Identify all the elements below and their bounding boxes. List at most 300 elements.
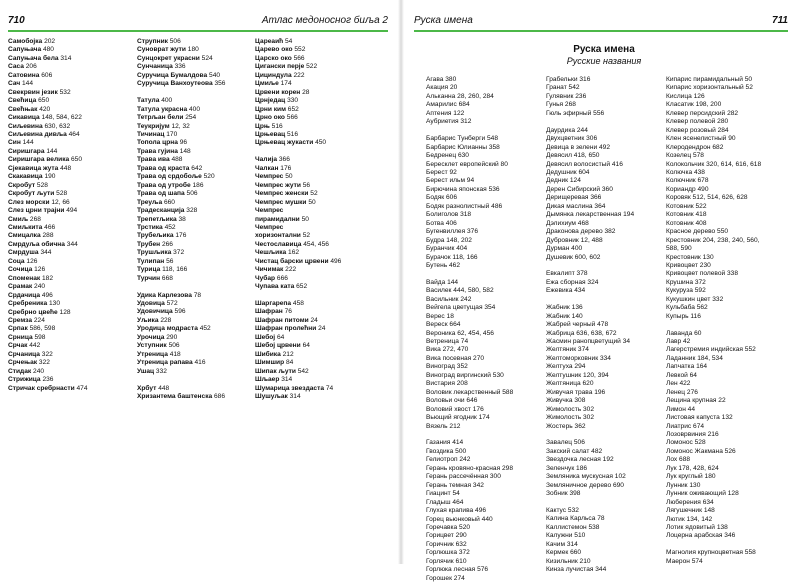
index-entry: Утреница 418 bbox=[137, 350, 181, 358]
index-entry: Смрдуша 344 bbox=[8, 249, 52, 257]
index-entry: Горичник 632 bbox=[426, 540, 467, 548]
index-entry: Лимон 44 bbox=[666, 405, 696, 413]
index-entry: Теукријум 12, 32 bbox=[137, 122, 190, 130]
index-entry: Живучая трава 196 bbox=[546, 388, 606, 396]
index-entry: Српак 586, 598 bbox=[8, 325, 56, 333]
index-entry: Царево око 552 bbox=[255, 46, 306, 54]
index-entry: Свећњак 420 bbox=[8, 105, 51, 113]
index-entry: Гладыш 464 bbox=[426, 498, 464, 506]
index-entry: Хризантема баштенска 686 bbox=[137, 392, 226, 400]
index-entry: Трубељика 176 bbox=[137, 232, 187, 240]
index-entry: Земляничное дерево 690 bbox=[546, 481, 624, 489]
index-entry: Бурачок 118, 166 bbox=[426, 253, 478, 261]
index-entry: Вика посевная 270 bbox=[426, 354, 485, 362]
index-entry: Бирючина японская 536 bbox=[426, 185, 500, 193]
index-entry: Желтушник 120, 394 bbox=[546, 371, 609, 379]
index-entry: Евкалипт 378 bbox=[546, 270, 588, 278]
index-entry: Сребреника 130 bbox=[8, 300, 60, 308]
index-entry: Скробут љути 528 bbox=[8, 190, 68, 198]
index-entry: Жостерь 362 bbox=[546, 422, 586, 430]
index-entry: Сунчаница 336 bbox=[137, 63, 186, 71]
index-entry: Чемпрес мушки 50 bbox=[255, 198, 316, 206]
index-entry: Грабельки 316 bbox=[546, 76, 591, 83]
index-entry: Свекрвин језик 532 bbox=[8, 88, 71, 96]
section-title: Руска имена bbox=[573, 44, 635, 55]
index-entry: Гулявник 236 bbox=[546, 92, 587, 100]
index-entry: Виноград виргинский 530 bbox=[426, 371, 504, 379]
index-entry: Сунцокрет украсни 524 bbox=[137, 54, 213, 62]
index-entry: Шебој 64 bbox=[255, 333, 285, 341]
index-entry: Горлюка лесная 576 bbox=[426, 566, 489, 574]
index-entry: Самобојка 202 bbox=[8, 38, 56, 45]
index-entry: Листовая капуста 132 bbox=[666, 414, 733, 422]
index-entry: Трава гујина 148 bbox=[137, 147, 191, 155]
index-entry: Дикая маслина 364 bbox=[546, 202, 606, 210]
index-entry: Завалец 506 bbox=[546, 439, 585, 447]
index-entry: Скакавица 190 bbox=[8, 173, 56, 181]
index-entry: Акация 20 bbox=[426, 84, 458, 92]
index-entry: Сјекавица жута 448 bbox=[8, 164, 72, 172]
index-entry: Суручица Бумалдова 540 bbox=[137, 71, 221, 79]
index-entry: Клевер полевой 280 bbox=[666, 118, 729, 126]
index-entry: Кактус 532 bbox=[546, 507, 579, 515]
index-entry: Воловий хвост 176 bbox=[426, 405, 484, 413]
index-entry: Срдачица 496 bbox=[8, 291, 53, 299]
index-entry: Чубар 666 bbox=[255, 274, 288, 282]
index-entry: Смрдуља обична 344 bbox=[8, 240, 78, 248]
index-entry: Колючка 438 bbox=[666, 168, 705, 176]
entry-spacer bbox=[426, 431, 513, 439]
index-entry: Уродица модраста 452 bbox=[137, 325, 211, 333]
index-entry: Желтоморковник 334 bbox=[546, 354, 611, 362]
index-entry: Смицалка 288 bbox=[8, 232, 54, 240]
index-entry: Драконова дерево 382 bbox=[546, 228, 616, 236]
index-entry: Цициндула 222 bbox=[255, 71, 305, 79]
index-entry: Црвени корен 28 bbox=[255, 88, 310, 96]
index-entry: Тетрљан бели 254 bbox=[137, 114, 197, 122]
entry-spacer bbox=[426, 270, 513, 278]
index-entry: Лютик 134, 142 bbox=[666, 515, 713, 523]
index-entry: Смиљкита 466 bbox=[8, 223, 56, 231]
index-entry: Коровяк 512, 514, 626, 628 bbox=[666, 194, 748, 202]
index-entry: Даурдика 244 bbox=[546, 126, 588, 134]
index-entry: Бутень 462 bbox=[426, 261, 461, 269]
index-entry: Вереск 664 bbox=[426, 321, 461, 329]
index-entry: Герань кровяно-красная 298 bbox=[426, 464, 513, 472]
index-entry: Аубриетия 312 bbox=[426, 118, 472, 126]
index-entry: Црнједац 330 bbox=[255, 97, 299, 105]
index-entry: Жабрица 636, 638, 672 bbox=[546, 329, 617, 337]
index-entry: Вьющий ягодник 174 bbox=[426, 414, 490, 422]
index-entry: Герань темная 342 bbox=[426, 481, 484, 489]
index-entry: Лук 178, 428, 624 bbox=[666, 464, 719, 472]
entry-spacer bbox=[546, 296, 634, 304]
index-entry: Горлячик 610 bbox=[426, 557, 467, 565]
index-entry: Шибика 212 bbox=[255, 350, 294, 358]
index-entry: Слез морски 12, 66 bbox=[8, 198, 70, 206]
index-entry: Закский салат 482 bbox=[546, 447, 603, 455]
index-entry: Зобник 398 bbox=[546, 490, 581, 498]
index-entry: Виноград 352 bbox=[426, 363, 468, 371]
index-entry: Кермек 660 bbox=[546, 549, 582, 557]
index-entry: пирамидални 50 bbox=[255, 215, 309, 223]
index-entry: Жабник 140 bbox=[546, 312, 583, 320]
index-entry: Удовичица 596 bbox=[137, 308, 186, 316]
index-entry: Сочица 126 bbox=[8, 266, 46, 274]
left-page bbox=[0, 0, 398, 564]
index-entry: Лавр 42 bbox=[666, 338, 691, 346]
index-entry: Лох 688 bbox=[666, 456, 691, 464]
index-entry: Васильник 242 bbox=[426, 295, 472, 303]
index-entry: Вайда 144 bbox=[426, 278, 459, 286]
index-entry: Жимолость 302 bbox=[546, 414, 595, 422]
index-entry: Амарилис 684 bbox=[426, 101, 470, 109]
index-entry: Ботва 406 bbox=[426, 219, 457, 227]
index-entry: Лягушечник 148 bbox=[666, 507, 715, 515]
index-entry: Срчак 442 bbox=[8, 342, 41, 350]
index-entry: Кинза лучистая 344 bbox=[546, 566, 607, 574]
index-entry: Ежа сборная 324 bbox=[546, 278, 599, 286]
index-entry: Цигански перје 522 bbox=[255, 63, 318, 71]
index-entry: Каллистемон 538 bbox=[546, 523, 600, 531]
index-entry: Црно око 566 bbox=[255, 114, 298, 122]
page-number: 710 bbox=[8, 15, 25, 26]
index-entry: Альканна 28, 260, 284 bbox=[426, 92, 494, 100]
index-entry: Колючник 678 bbox=[666, 177, 709, 185]
index-entry: Дэлихиум 468 bbox=[546, 219, 589, 227]
index-entry: Сиљевина дивља 464 bbox=[8, 130, 80, 138]
index-entry: Турчин 668 bbox=[137, 274, 173, 282]
index-entry: Удовица 572 bbox=[137, 300, 178, 308]
index-entry: Лиатрис 674 bbox=[666, 422, 705, 430]
index-entry: Татула украсна 400 bbox=[137, 105, 201, 113]
index-entry: Црни ким 652 bbox=[255, 105, 299, 113]
index-entry: Трава од шапа 506 bbox=[137, 190, 198, 198]
index-entry: Шафран пролећни 24 bbox=[255, 325, 326, 333]
section-subtitle: Русские названия bbox=[566, 56, 642, 66]
index-entry: Шаргарепа 458 bbox=[255, 300, 304, 308]
index-entry: Урочица 290 bbox=[137, 333, 178, 341]
index-entry: Дерен Сибирский 360 bbox=[546, 185, 613, 193]
index-entry: Стрижица 236 bbox=[8, 376, 54, 384]
index-entry: Цмиље 174 bbox=[255, 80, 292, 88]
index-entry: Жасмин ранопцветущий 34 bbox=[546, 338, 631, 345]
section-heading bbox=[544, 44, 664, 66]
index-entry: Шумарица звездаста 74 bbox=[255, 384, 334, 392]
index-entry: Звездочка лесная 192 bbox=[546, 456, 614, 464]
index-entry: Цареаић 54 bbox=[255, 38, 293, 45]
index-entry: Црњ 516 bbox=[255, 122, 283, 130]
index-entry: Ежевика 434 bbox=[546, 287, 586, 295]
index-entry: 588, 590 bbox=[666, 245, 692, 253]
index-entry: Сиришгара 144 bbox=[8, 147, 58, 155]
entry-spacer bbox=[137, 283, 225, 291]
index-entry: Котовник 408 bbox=[666, 219, 707, 227]
index-entry: Вейгела цветущая 354 bbox=[426, 304, 496, 312]
index-entry: Гвоздика 500 bbox=[426, 447, 467, 455]
entry-spacer bbox=[137, 376, 225, 384]
index-entry: Котовник 418 bbox=[666, 211, 707, 219]
index-entry: Дымянка лекарственная 194 bbox=[546, 211, 635, 219]
index-entry: Магнолия крупноцветная 558 bbox=[666, 549, 756, 557]
index-entry: Кукушкин цвет 332 bbox=[666, 295, 724, 303]
index-entry: Треуља 660 bbox=[137, 198, 175, 206]
index-entry: Берест ильм 94 bbox=[426, 177, 475, 185]
entry-spacer bbox=[137, 89, 225, 97]
index-entry: Тополa црна 96 bbox=[137, 139, 188, 147]
index-entry: Дубровник 12, 488 bbox=[546, 236, 603, 244]
index-entry: Вязель 212 bbox=[426, 422, 461, 430]
index-entry: Горицвет 290 bbox=[426, 532, 467, 540]
index-entry: Трава од краста 642 bbox=[137, 164, 203, 172]
index-entry: Честославица 454, 456 bbox=[255, 240, 329, 248]
index-entry: Воловьи очи 646 bbox=[426, 397, 478, 405]
index-entry: Будра 148, 202 bbox=[426, 236, 472, 244]
index-entry: Бересклет европейский 80 bbox=[426, 160, 508, 168]
index-entry: Воловик лекарственный 588 bbox=[426, 388, 514, 396]
index-entry: Кривоцвет полевой 338 bbox=[666, 270, 739, 278]
right-page bbox=[404, 0, 800, 582]
index-entry: Качим 314 bbox=[546, 540, 578, 548]
entry-spacer bbox=[426, 127, 513, 135]
index-entry: Лук круглый 180 bbox=[666, 473, 716, 481]
page-number: 711 bbox=[772, 15, 788, 26]
index-entry: Сатовина 606 bbox=[8, 71, 53, 79]
index-entry: Кориандр 490 bbox=[666, 185, 709, 193]
index-entry: Колокольчик 320, 614, 616, 618 bbox=[666, 160, 762, 168]
index-entry: Агава 380 bbox=[426, 76, 457, 83]
index-entry: Крестовник 204, 238, 240, 560, bbox=[666, 236, 760, 244]
index-entry: Кислица 126 bbox=[666, 92, 705, 100]
index-entry: Барбарис Юлианны 358 bbox=[426, 143, 500, 151]
index-entry: Газания 414 bbox=[426, 439, 464, 447]
index-entry: Барбарис Тунберги 548 bbox=[426, 135, 498, 143]
index-entry: Дерищеревая 366 bbox=[546, 194, 602, 202]
entry-spacer bbox=[546, 431, 634, 439]
index-entry: Скробут 528 bbox=[8, 181, 48, 189]
index-entry: Лунник оживающий 128 bbox=[666, 490, 739, 498]
index-entry: Вика 272, 470 bbox=[426, 346, 469, 354]
index-entry: Двухцветник 306 bbox=[546, 135, 598, 143]
index-entry: Ладанник 184, 534 bbox=[666, 354, 723, 362]
index-entry: Лещина крупная 22 bbox=[666, 397, 726, 405]
index-entry: Девясил волосистый 416 bbox=[546, 160, 623, 168]
index-entry: Лоцерна арабская 346 bbox=[666, 532, 736, 540]
index-entry: Суручица Ванхоутеова 356 bbox=[137, 80, 226, 88]
index-entry: Горец вьюнковый 440 bbox=[426, 515, 493, 523]
index-entry: Ушац 332 bbox=[137, 367, 167, 375]
index-entry: Шафран питоми 24 bbox=[255, 316, 318, 324]
index-entry: Сапуњача 480 bbox=[8, 46, 54, 54]
index-entry: Козелец 578 bbox=[666, 152, 704, 160]
index-entry: Свећица 650 bbox=[8, 97, 50, 105]
index-entry: Гунья 268 bbox=[546, 101, 576, 109]
index-entry: Гюль эфирный 556 bbox=[546, 109, 605, 117]
index-entry: Суноврат жути 180 bbox=[137, 46, 199, 54]
index-column bbox=[426, 76, 513, 583]
index-entry: Герань рассечённая 300 bbox=[426, 473, 501, 481]
index-entry: Сиришгара велика 650 bbox=[8, 156, 83, 164]
index-entry: Сиљевина 630, 632 bbox=[8, 122, 71, 130]
index-entry: Стричак сребрнасти 474 bbox=[8, 384, 88, 392]
index-column bbox=[137, 38, 225, 401]
index-entry: Шипак љути 542 bbox=[255, 367, 309, 375]
index-entry: Кукуруза 592 bbox=[666, 287, 706, 295]
running-title: Атлас медоносног биља 2 bbox=[261, 15, 388, 26]
index-entry: Слез црни трајни 494 bbox=[8, 207, 78, 215]
index-entry: Сач 144 bbox=[8, 80, 34, 88]
index-entry: Шимшир 84 bbox=[255, 359, 294, 367]
index-entry: Шафран 76 bbox=[255, 308, 292, 316]
index-entry: Стидак 240 bbox=[8, 367, 45, 375]
index-entry: Гелиотроп 242 bbox=[426, 456, 471, 464]
entry-spacer bbox=[546, 118, 634, 126]
index-column bbox=[666, 76, 761, 566]
index-entry: Болиголов 318 bbox=[426, 211, 472, 219]
index-entry: Зеленчук 186 bbox=[546, 464, 588, 472]
index-entry: Клевер розовый 284 bbox=[666, 126, 729, 134]
index-entry: Бодяк разнолистный 486 bbox=[426, 202, 503, 210]
entry-spacer bbox=[255, 292, 341, 300]
index-entry: Уљика 228 bbox=[137, 316, 172, 324]
index-entry: Калужни 510 bbox=[546, 532, 586, 540]
index-entry: Лапчатка 164 bbox=[666, 363, 708, 371]
index-entry: Кипарис пирамидальный 50 bbox=[666, 76, 753, 83]
index-entry: Чемпрес bbox=[255, 207, 284, 215]
index-entry: Соца 126 bbox=[8, 257, 38, 265]
index-entry: Црњевац 516 bbox=[255, 130, 299, 138]
index-entry: Кизильник 210 bbox=[546, 557, 591, 565]
index-entry: Лаванда 60 bbox=[666, 329, 702, 337]
entry-spacer bbox=[546, 262, 634, 270]
index-entry: Срамак 240 bbox=[8, 283, 46, 291]
right-page-header bbox=[414, 12, 788, 32]
index-entry: Берест 92 bbox=[426, 168, 457, 176]
index-entry: Татула 400 bbox=[137, 97, 173, 105]
index-entry: Чистац барски црвени 496 bbox=[255, 257, 342, 265]
index-entry: Калина Карльса 78 bbox=[546, 515, 605, 523]
index-entry: Трушљика 372 bbox=[137, 249, 185, 257]
index-entry: Котовник 522 bbox=[666, 202, 707, 210]
index-entry: Чемпрес 50 bbox=[255, 173, 293, 181]
index-entry: Желтуха 294 bbox=[546, 363, 586, 371]
index-entry: Гиацинт 54 bbox=[426, 490, 460, 498]
index-entry: Лунник 130 bbox=[666, 481, 701, 489]
index-entry: Споменак 182 bbox=[8, 274, 54, 282]
index-entry: Кульбаба 562 bbox=[666, 304, 708, 312]
index-column bbox=[255, 38, 341, 401]
index-entry: Чичимак 222 bbox=[255, 266, 297, 274]
index-entry: Трепетљика 38 bbox=[137, 215, 186, 223]
index-entry: Лозоврвиния 216 bbox=[666, 431, 719, 439]
entry-spacer bbox=[546, 499, 634, 507]
index-entry: Земляника мускусная 102 bbox=[546, 473, 626, 481]
index-entry: Трстика 452 bbox=[137, 223, 176, 231]
index-entry: Бугенвиллея 376 bbox=[426, 228, 478, 236]
index-entry: Дедушник 604 bbox=[546, 168, 590, 176]
index-entry: Клеродендрон 682 bbox=[666, 143, 724, 151]
index-entry: Аптения 122 bbox=[426, 109, 465, 117]
index-entry: Красное дерево 550 bbox=[666, 228, 729, 236]
index-entry: Тичинац 170 bbox=[137, 130, 178, 138]
index-entry: Гранат 542 bbox=[546, 84, 580, 92]
index-entry: Сикавица 148, 584, 622 bbox=[8, 114, 82, 122]
index-entry: Сремза 224 bbox=[8, 316, 45, 324]
index-entry: Уступник 506 bbox=[137, 342, 180, 350]
index-entry: Буранчик 404 bbox=[426, 245, 468, 253]
index-entry: Ломонос 528 bbox=[666, 439, 706, 447]
index-entry: Дедник 124 bbox=[546, 177, 581, 185]
index-entry: хоризонтални 52 bbox=[255, 232, 311, 240]
index-entry: Верес 18 bbox=[426, 312, 454, 320]
index-entry: Чемпрес bbox=[255, 223, 284, 231]
index-entry: Шушуљак 314 bbox=[255, 393, 301, 400]
index-entry: Утреница рапава 416 bbox=[137, 359, 206, 367]
index-entry: Удика Карлезова 78 bbox=[137, 291, 202, 299]
index-entry: Вистария 208 bbox=[426, 380, 468, 388]
index-entry: Смиљ 268 bbox=[8, 215, 41, 223]
index-entry: Шљаер 314 bbox=[255, 376, 293, 384]
index-entry: Вероника 62, 454, 456 bbox=[426, 329, 494, 337]
index-entry: Чалкан 176 bbox=[255, 164, 292, 172]
index-entry: Црњевац жукасти 450 bbox=[255, 139, 327, 147]
index-entry: Горечавка 520 bbox=[426, 523, 471, 531]
index-entry: Класатик 198, 200 bbox=[666, 101, 722, 109]
index-entry: Саса 206 bbox=[8, 63, 37, 71]
index-entry: Лен 422 bbox=[666, 380, 691, 388]
index-entry: Турица 118, 166 bbox=[137, 266, 188, 274]
index-entry: Лагерстремия индийская 552 bbox=[666, 346, 756, 354]
index-entry: Крушина 372 bbox=[666, 278, 706, 286]
index-entry: Василек 444, 580, 582 bbox=[426, 287, 494, 295]
index-entry: Кипарис хоризонтальный 52 bbox=[666, 84, 753, 92]
index-entry: Чупава ката 652 bbox=[255, 283, 308, 291]
index-entry: Хрбут 448 bbox=[137, 384, 170, 392]
index-entry: Тулипан 56 bbox=[137, 257, 174, 265]
index-entry: Шебој црвени 64 bbox=[255, 342, 310, 350]
entry-spacer bbox=[666, 321, 761, 329]
index-entry: Срчењак 322 bbox=[8, 359, 50, 367]
index-entry: Трава ива 488 bbox=[137, 156, 183, 164]
index-entry: Душевик 600, 602 bbox=[546, 253, 601, 261]
index-entry: Клен ясенелистный 90 bbox=[666, 135, 736, 143]
index-entry: Сапуњача бела 314 bbox=[8, 54, 72, 62]
index-entry: Маерон 574 bbox=[666, 557, 703, 565]
entry-spacer bbox=[666, 541, 761, 549]
index-entry: Срчаница 322 bbox=[8, 350, 53, 358]
index-entry: Срница 598 bbox=[8, 333, 46, 341]
index-entry: Ветреница 74 bbox=[426, 338, 469, 346]
index-column bbox=[8, 38, 88, 393]
index-entry: Кривоцвет 230 bbox=[666, 261, 711, 269]
index-entry: Струпник 506 bbox=[137, 38, 181, 45]
index-entry: Ломонос Жакмана 526 bbox=[666, 447, 736, 455]
index-entry: Желтяник 374 bbox=[546, 346, 589, 354]
index-entry: Лотик ядовитый 138 bbox=[666, 524, 728, 531]
index-entry: Горлюшка 372 bbox=[426, 549, 470, 557]
left-page-header bbox=[8, 12, 388, 32]
index-entry: Син 144 bbox=[8, 139, 34, 147]
index-entry: Жимолость 302 bbox=[546, 405, 595, 413]
index-entry: Чешљика 162 bbox=[255, 249, 300, 257]
index-entry: Чемпрес жути 56 bbox=[255, 181, 311, 189]
index-entry: Желтяница 620 bbox=[546, 380, 594, 388]
index-entry: Царско око 566 bbox=[255, 54, 305, 62]
index-column bbox=[546, 76, 634, 575]
index-entry: Купырь 116 bbox=[666, 312, 701, 320]
index-entry: Чемпрес женски 52 bbox=[255, 190, 318, 198]
entry-spacer bbox=[255, 148, 341, 156]
